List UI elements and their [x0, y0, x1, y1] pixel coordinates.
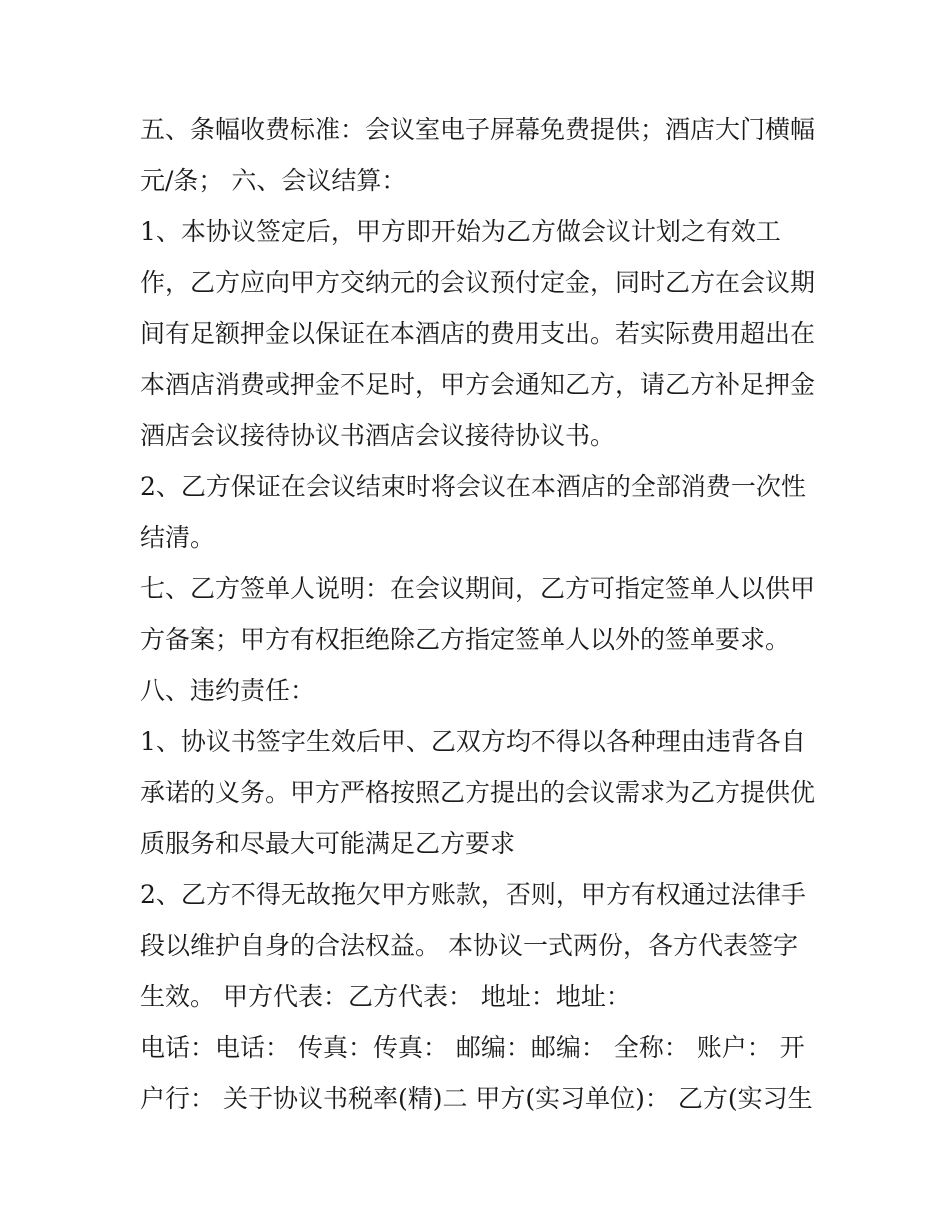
document-body — [140, 104, 820, 1124]
text-line: 结清。 — [140, 523, 216, 552]
text-line: 1、本协议签定后，甲方即开始为乙方做会议计划之有效工 — [140, 217, 781, 246]
text-line: 元/条； 六、会议结算： — [140, 166, 407, 195]
text-line: 酒店会议接待协议书酒店会议接待协议书。 — [140, 421, 616, 450]
text-line: 生效。 甲方代表：乙方代表： 地址：地址： — [140, 982, 631, 1011]
text-line: 作，乙方应向甲方交纳元的会议预付定金，同时乙方在会议期 — [140, 268, 816, 297]
text-line: 2、乙方不得无故拖欠甲方账款，否则，甲方有权通过法律手 — [140, 880, 806, 909]
text-line: 七、乙方签单人说明：在会议期间，乙方可指定签单人以供甲 — [140, 574, 816, 603]
text-line: 间有足额押金以保证在本酒店的费用支出。若实际费用超出在 — [140, 319, 816, 348]
text-line: 1、协议书签字生效后甲、乙双方均不得以各种理由违背各自 — [140, 727, 806, 756]
text-line: 电话：电话： 传真：传真： 邮编：邮编： 全称： 账户： 开 — [140, 1033, 805, 1062]
text-line: 方备案；甲方有权拒绝除乙方指定签单人以外的签单要求。 — [140, 625, 791, 654]
text-line: 承诺的义务。甲方严格按照乙方提出的会议需求为乙方提供优 — [140, 778, 816, 807]
text-line: 户行： 关于协议书税率(精)二 甲方(实习单位)： 乙方(实习生 — [140, 1084, 813, 1113]
text-line: 五、条幅收费标准：会议室电子屏幕免费提供；酒店大门横幅 — [140, 115, 816, 144]
text-line: 段以维护自身的合法权益。 本协议一式两份，各方代表签字 — [140, 931, 798, 960]
text-line: 质服务和尽最大可能满足乙方要求 — [140, 829, 516, 858]
text-line: 2、乙方保证在会议结束时将会议在本酒店的全部消费一次性 — [140, 472, 806, 501]
text-line: 八、违约责任： — [140, 676, 316, 705]
text-line: 本酒店消费或押金不足时，甲方会通知乙方，请乙方补足押金 — [140, 370, 816, 399]
